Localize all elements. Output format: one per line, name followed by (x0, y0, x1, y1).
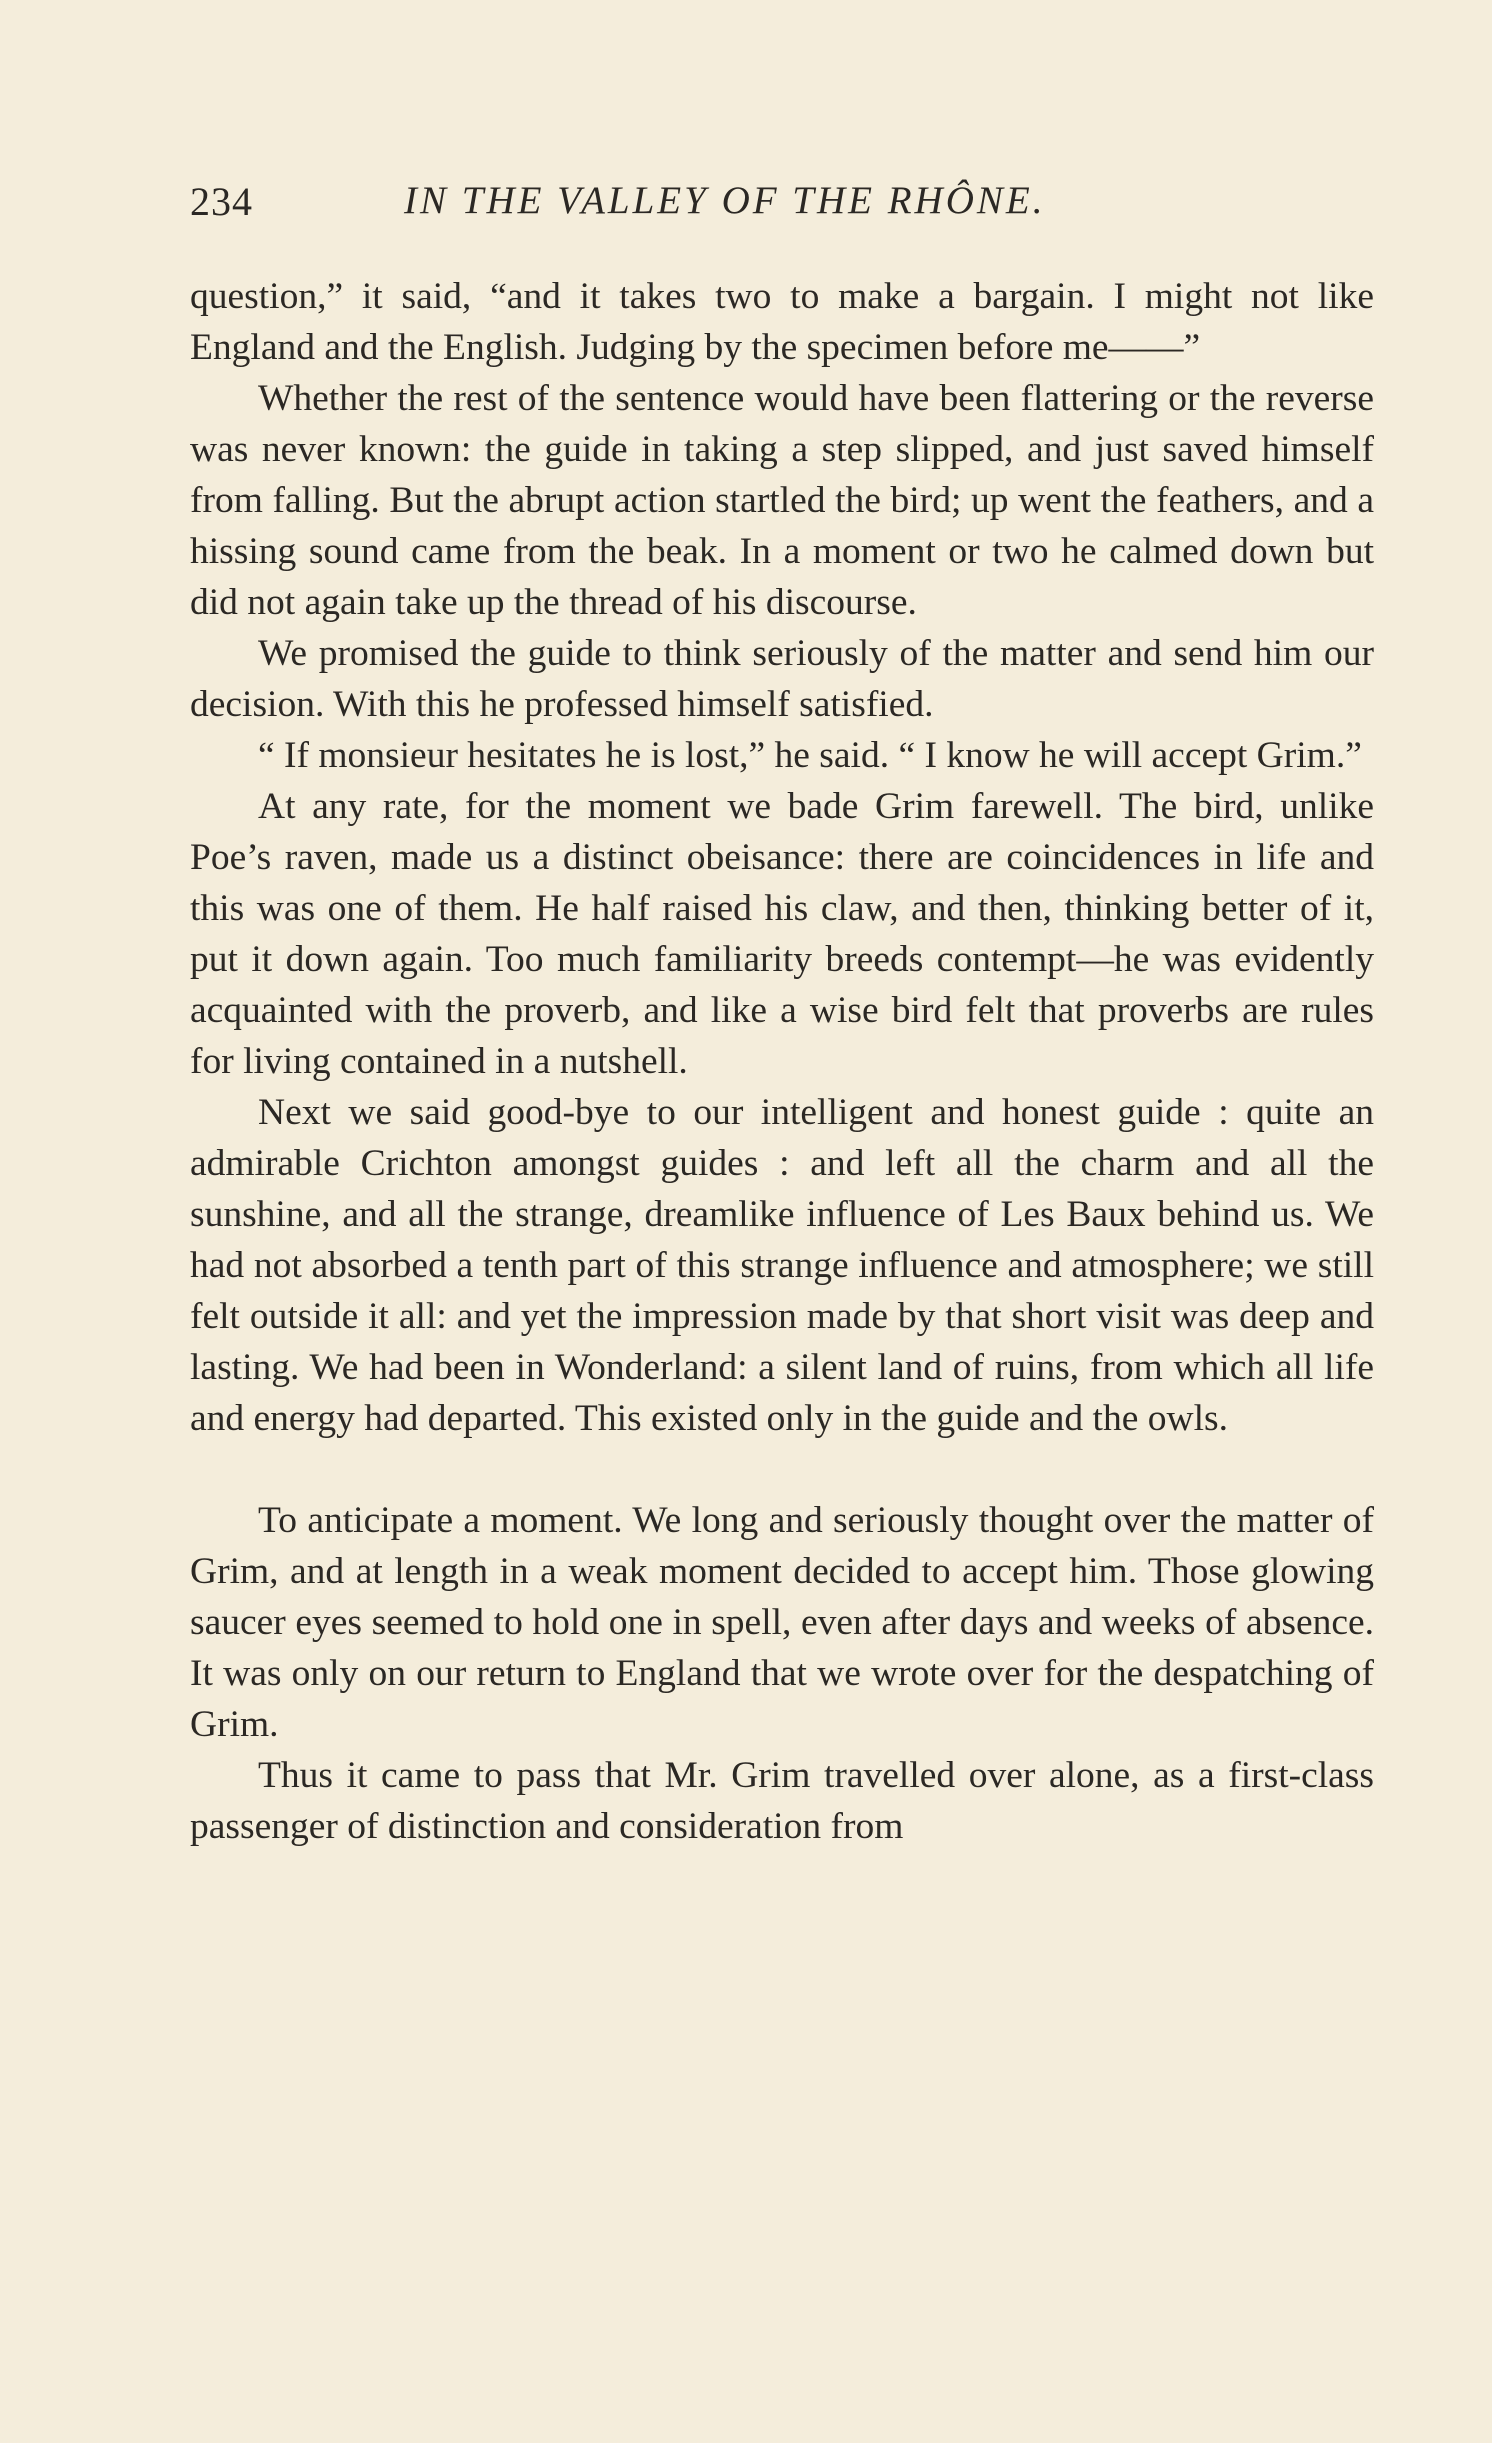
paragraph-7: To anticipate a moment. We long and seriously thought over the matter of Grim, and at length in a weak moment decided to accept him. Those glowing saucer eyes seemed to hold one in spell, even after days and weeks of absence. It was only on our return to England that we wrote over for the despatching of Grim. (190, 1500, 1374, 1745)
paragraph-3: We promised the guide to think seriously of the matter and send him our decision. With this he professed himself satisfied. (190, 633, 1374, 725)
paragraph-5: At any rate, for the moment we bade Grim farewell. The bird, unlike Poe’s raven, made us a distinct obeisance: there are coincidences in life and this was one of them. He half raised his claw, and then, thinking better of it, put it down again. Too much familiarity breeds contempt—he was evidently acquainted with the proverb, and like a wise bird felt that proverbs are rules for living contained in a nutshell. (190, 786, 1374, 1082)
paragraph-8: Thus it came to pass that Mr. Grim travelled over alone, as a first-class passenger of distinction and consideration from (190, 1755, 1374, 1847)
page-number: 234 (190, 179, 253, 224)
page-header (190, 178, 1374, 238)
paragraph-2: Whether the rest of the sentence would have been flattering or the reverse was never known: the guide in taking a step slipped, and just saved himself from falling. But the abrupt action startled the bird; up went the feathers, and a hissing sound came from the beak. In a moment or two he calmed down but did not again take up the thread of his discourse. (190, 378, 1374, 623)
running-title: IN THE VALLEY OF THE RHÔNE. (404, 179, 1046, 222)
body-text (190, 271, 1374, 1852)
paragraph-1: question,” it said, “and it takes two to make a bargain. I might not like England and the English. Judging by the specimen before me——” (190, 276, 1374, 368)
paragraph-6: Next we said good-bye to our intelligent and honest guide : quite an admirable Crichton amongst guides : and left all the charm and all the sunshine, and all the strange, dreamlike influence of Les Baux behind us. We had not absorbed a tenth part of this strange influence and atmosphere; we still felt outside it all: and yet the impression made by that short visit was deep and lasting. We had been in Wonderland: a silent land of ruins, from which all life and energy had departed. This existed only in the guide and the owls. (190, 1092, 1374, 1439)
paragraph-4: “ If monsieur hesitates he is lost,” he said. “ I know he will accept Grim.” (258, 735, 1362, 776)
